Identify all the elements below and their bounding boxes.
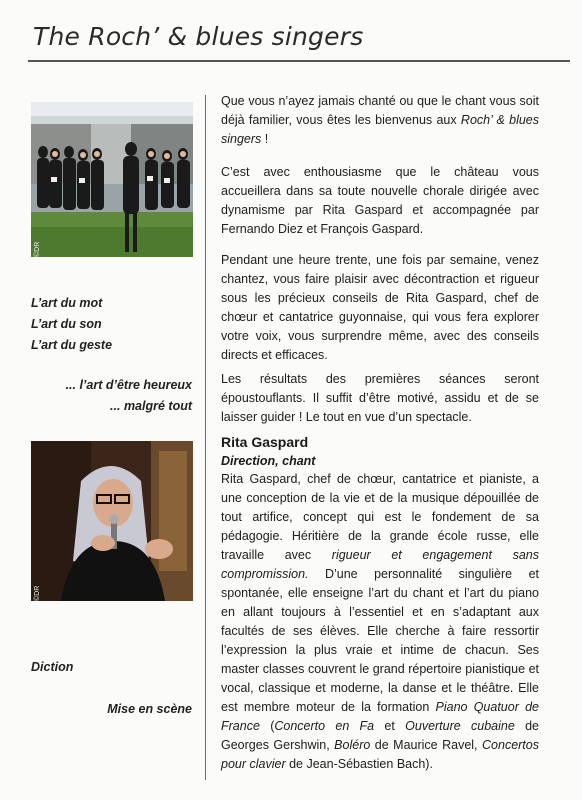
sidebar-art-son: L’art du son xyxy=(31,317,102,331)
rita-bio-paragraph: Rita Gaspard, chef de chœur, cantatrice et pianiste, a une conception de la vie et de la musique dépouillée de tout artifice, concept qui est le fondement de sa pédagogie. Héritière de la grande école russe, elle travaille avec rigueur et engagement sans compromission. D’une personnalité singulière et spontanée, elle enseigne l’art du chant et l’art du piano en allant toujours à l’essentiel et en s’adaptant aux facultés de ses élèves. Elle cherche à faire ressortir l’expression la plus vraie et intime de chacun. Ses master classes couvrent le grand répertoire pianistique et vocal, classique et moderne, la danse et le théâtre. Elle est membre moteur de la formation Piano Quatuor de France (Concerto en Fa et Ouverture cubaine de Georges Gershwin, Boléro de Maurice Ravel, Concertos pour clavier de Jean-Sébastien Bach). xyxy=(221,472,539,771)
photo-credit: ©DR xyxy=(34,585,41,601)
rita-gaspard-role: Direction, chant xyxy=(221,454,316,468)
rehearsal-paragraph: Pendant une heure trente, une fois par semaine, venez chantez, vous faire plaisir avec décontraction et rigueur sous les précieux conseils de Rita Gaspard, chef de chœur et cantatrice guyonnaise, qui vous fera explorer votre voix, vous surprendre même, avec des conseils directs et efficaces. xyxy=(221,253,539,362)
sidebar-heureux: ... l’art d’être heureux xyxy=(65,378,192,392)
rita-gaspard-heading: Rita Gaspard xyxy=(221,434,309,450)
photo-credit: ©DR xyxy=(34,241,41,257)
choir-photo xyxy=(31,102,193,257)
rita-gaspard-photo xyxy=(31,441,193,601)
sidebar-malgre: ... malgré tout xyxy=(110,399,192,413)
welcome-paragraph: C’est avec enthousiasme que le château vous accueillera dans sa toute nouvelle chorale dirigée avec dynamisme par Rita Gaspard et accompagnée par Fernando Diez et François Gaspard. xyxy=(221,165,539,236)
intro-paragraph: Que vous n’ayez jamais chanté ou que le chant vous soit déjà familier, vous êtes les bienvenus aux Roch’ & blues singers ! xyxy=(221,94,539,146)
results-paragraph: Les résultats des premières séances seront époustouflants. Il suffit d’être motivé, assidu et de se laisser guider ! Le tout en vue d’un spectacle. xyxy=(221,372,539,424)
sidebar-mise-en-scene: Mise en scène xyxy=(107,702,192,716)
sidebar-art-mot: L’art du mot xyxy=(31,296,103,310)
title-underline xyxy=(28,60,570,62)
column-divider xyxy=(205,95,206,780)
sidebar-diction: Diction xyxy=(31,660,74,674)
sidebar-art-geste: L’art du geste xyxy=(31,338,113,352)
page-title: The Roch’ & blues singers xyxy=(33,22,364,51)
